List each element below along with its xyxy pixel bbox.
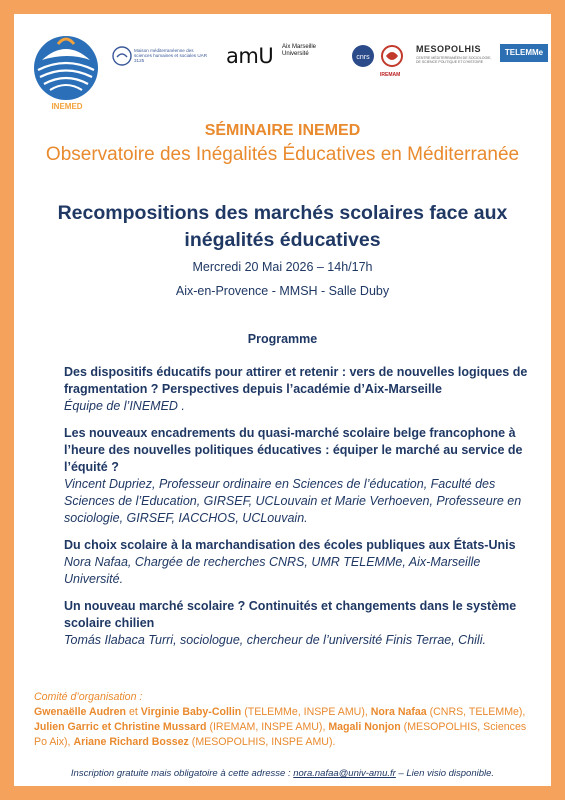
amu-logo-mark: amU [226,44,274,68]
iremam-label: IREMAM [380,72,401,78]
member-affil: (CNRS, TELEMMe), [426,706,526,718]
member-affil: (MESOPOLHIS, INSPE AMU). [188,736,336,748]
programme-item [64,425,534,527]
inemed-logo [28,30,106,112]
mmsh-logo [112,44,208,68]
member-name: Julien Garric et Christine Mussard [34,721,207,733]
mesopolhis-title: MESOPOLHIS [416,44,482,54]
observatory-subtitle: Observatoire des Inégalités Éducatives en Méditerranée [45,144,520,165]
registration-footer [14,768,551,779]
svg-text:cnrs: cnrs [356,54,370,61]
inemed-logo-label: INEMED [51,102,83,111]
registration-email-link[interactable]: nora.nafaa@univ-amu.fr [293,768,396,779]
committee-members [34,705,540,750]
talk-title: Un nouveau marché scolaire ? Continuités et changements dans le système scolaire chilien [64,599,517,630]
mesopolhis-logo [416,44,496,68]
amu-logo-text: Aix Marseille Université [282,44,317,57]
event-place: Aix-en-Provence - MMSH - Salle Duby [175,284,390,298]
talk-speakers: Nora Nafaa, Chargée de recherches CNRS, UMR TELEMMe, Aix-Marseille Université. [64,555,481,586]
member-affil: (MESOPOLHIS, Sciences Po Aix), [34,721,527,748]
member-affil: (IREMAM, INSPE AMU), [206,721,329,733]
cnrs-iremam-logo [350,42,412,82]
telemme-logo [500,44,548,62]
logo-bar [14,14,551,114]
member-name: Gwenaëlle Audren [34,706,127,718]
event-date: Mercredi 20 Mai 2026 – 14h/17h [192,260,373,274]
telemme-label: TELEMMe [500,44,548,62]
committee-label: Comité d’organisation : [34,691,143,703]
talk-speakers: Tomás Ilabaca Turri, sociologue, chercheur de l’université Finis Terrae, Chili. [64,633,486,647]
main-title: Recompositions des marchés scolaires face aux inégalités éducatives [57,202,508,251]
programme-item [64,598,534,649]
programme-heading: Programme [247,332,318,346]
talk-speakers: Vincent Dupriez, Professeur ordinaire en Sciences de l’éducation, Faculté des Sciences de l’Education, GIRSEF, UCLouvain et Marie Verhoeven, Professeure en sociologie, GIRSEF, IACCHOS, UCLouvain. [64,477,522,525]
footer-prefix: Inscription gratuite mais obligatoire à cette adresse : [70,768,294,779]
talk-title: Du choix scolaire à la marchandisation des écoles publiques aux États-Unis [64,538,516,552]
programme-item [64,364,534,415]
mmsh-logo-text: Maison méditerranéenne des sciences humaines et sociales UAR 3125 [134,48,208,63]
member-name: Virginie Baby-Collin [140,706,242,718]
member-name: Magali Nonjon [328,721,401,733]
talk-title: Des dispositifs éducatifs pour attirer et retenir : vers de nouvelles logiques de fragmentation ? Perspectives depuis l’académie d’Aix-Marseille [64,365,528,396]
organizing-committee [34,690,540,750]
flyer [14,14,551,786]
programme-list [64,364,534,659]
mesopolhis-subtitle: CENTRE MÉDITERRANÉEN DE SOCIOLOGIE, DE SCIENCE POLITIQUE ET D'HISTOIRE [416,56,492,64]
member-sep: et [126,706,141,718]
member-name: Nora Nafaa [370,706,427,718]
talk-title: Les nouveaux encadrements du quasi-marché scolaire belge francophone à l’heure des nouvelles politiques éducatives : équiper le marché au service de l’équité ? [64,426,523,474]
seminar-title: SÉMINAIRE INEMED [204,122,361,139]
member-name: Ariane Richard Bossez [73,736,189,748]
amu-logo [226,42,336,72]
member-affil: (TELEMMe, INSPE AMU), [241,706,371,718]
programme-item [64,537,534,588]
talk-speakers: Équipe de l’INEMED . [64,399,185,413]
footer-suffix: – Lien visio disponible. [395,768,495,779]
